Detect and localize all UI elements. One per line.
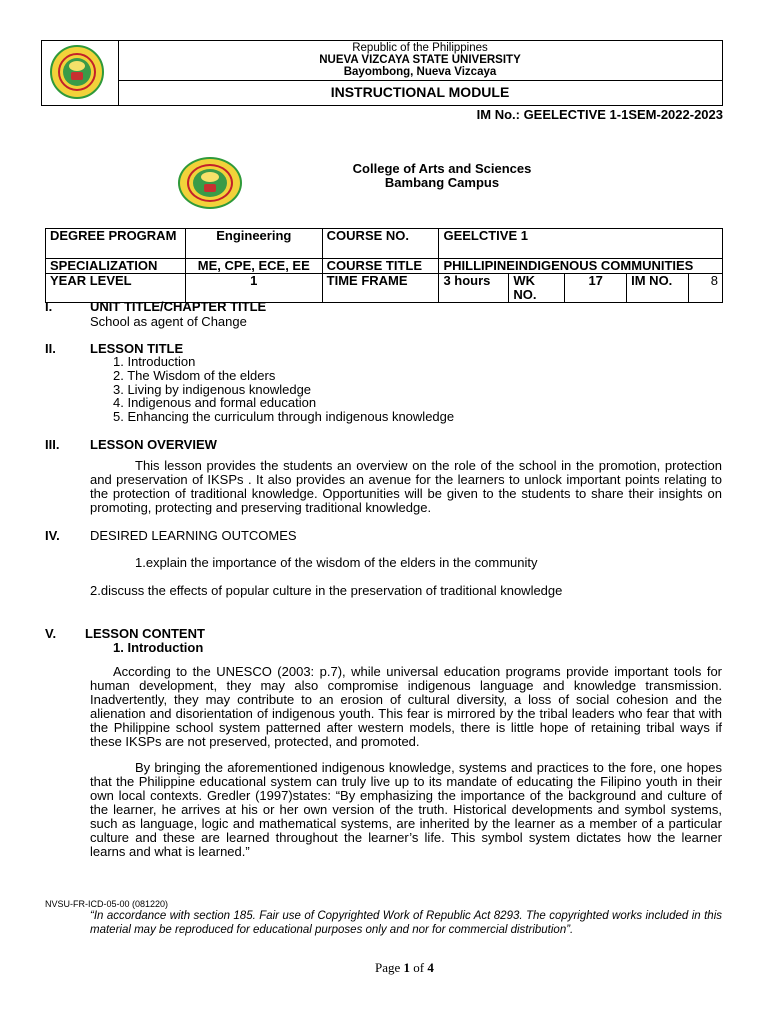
course-title-label: COURSE TITLE [322,259,439,274]
section-1-title: UNIT TITLE/CHAPTER TITLE [90,299,267,314]
degree-program-value: Engineering [185,229,322,259]
list-item: 3. Living by indigenous knowledge [113,381,312,397]
page-total: 4 [427,960,434,975]
course-info-table [45,228,723,303]
list-item: 2. The Wisdom of the elders [113,367,276,383]
module-title: INSTRUCTIONAL MODULE [330,84,510,100]
university-address-block [118,41,722,81]
section-1-text: School as agent of Change [90,314,247,329]
university-logo-cell [42,41,119,105]
lesson-title-list [113,355,454,424]
degree-program-label: DEGREE PROGRAM [46,229,186,259]
list-item: 5. Enhancing the curriculum through indigenous knowledge [113,409,455,425]
section-3-number: III. [45,437,60,452]
page-current: 1 [403,960,411,975]
time-frame-label: TIME FRAME [322,274,439,303]
section-5-title: LESSON CONTENT [85,626,205,641]
year-level-label: YEAR LEVEL [46,274,186,303]
specialization-label: SPECIALIZATION [46,259,186,274]
outcome-item-2: 2.discuss the effects of popular culture in the preservation of traditional knowledge [90,583,563,598]
time-frame-value: 3 hours [439,274,509,303]
copyright-note: “In accordance with section 185. Fair use of Copyrighted Work of Republic Act 8293. The copyrighted works included in this material may be reproduced for educational purposes only and nor for commercial distribution”. [90,910,722,936]
section-5-number: V. [45,626,57,641]
course-no-value: GEELCTIVE 1 [439,229,723,259]
college-name: College of Arts and Sciences [352,161,532,176]
section-4-number: IV. [45,528,60,543]
section-1-number: I. [45,299,53,314]
university-name: NUEVA VIZCAYA STATE UNIVERSITY [319,54,521,66]
outcome-item-1: 1.explain the importance of the wisdom of the elders in the community [135,555,538,570]
course-no-label: COURSE NO. [322,229,439,259]
list-item: 1. Introduction [113,354,196,369]
specialization-value: ME, CPE, ECE, EE [185,259,322,274]
section-5-subtitle: 1. Introduction [113,640,204,655]
section-2-number: II. [45,341,56,356]
wk-no-value: 17 [565,274,627,303]
section-2-title: LESSON TITLE [90,341,184,356]
lesson-content-paragraph-2: By bringing the aforementioned indigenous knowledge, systems and practices to the fore, one hopes that the Philippine educational system can truly live up to its mandate of educating the Filipino youth in their own local contexts. Gredler (1997)states: “By emphasizing the importance of the background and culture of the learner, he arrives at his or her own version of the truth. Historical developments and symbol systems, such as language, logic and mathematical systems, are inherited by the learner as a member of a particular culture and these are learned throughout the learner’s life. This symbol system dictates how the learner learns and what is learned.” [90,760,722,859]
campus-name: Bambang Campus [384,175,500,190]
college-heading [300,162,584,190]
university-location: Bayombong, Nueva Vizcaya [343,66,497,78]
form-code: NVSU-FR-ICD-05-00 (081220) [45,899,169,909]
page-prefix: Page [375,960,401,975]
section-4-title: DESIRED LEARNING OUTCOMES [90,528,297,543]
year-level-value: 1 [185,274,322,303]
im-no-value: 8 [689,274,723,303]
im-number: IM No.: GEELECTIVE 1-1SEM-2022-2023 [476,107,723,122]
college-seal-logo [178,157,242,209]
im-no-label: IM NO. [627,274,689,303]
page-of: of [413,960,425,975]
republic-text: Republic of the Philippines [352,42,488,54]
university-seal-logo [50,45,104,99]
section-3-title: LESSON OVERVIEW [90,437,217,452]
document-header [41,40,723,106]
page-number [375,960,434,976]
course-title-value: PHILLIPINEINDIGENOUS COMMUNITIES [439,259,723,274]
wk-no-label: WK NO. [509,274,565,303]
list-item: 4. Indigenous and formal education [113,395,317,411]
lesson-overview-text: This lesson provides the students an overview on the role of the school in the promotion, protection and preservation of IKSPs . It also provides an avenue for the learners to unlock important points relating to the protection of traditional knowledge. Opportunities will be given to the students to share their insights on promoting, protecting and preserving traditional knowledge. [90,458,722,515]
lesson-content-paragraph-1: According to the UNESCO (2003: p.7), while universal education programs provide important tools for human development, they may also compromise indigenous language and knowledge transmission. Inadvertently, they may contribute to an erosion of cultural diversity, a loss of social cohesion and the alienation and disorientation of indigenous youth. This fear is mirrored by the tribal leaders who fear that with the Philippine school system patterned after western models, there is little hope of retaining tribal ways if these IKSPs are not preserved, protected, and promoted. [90,664,722,749]
